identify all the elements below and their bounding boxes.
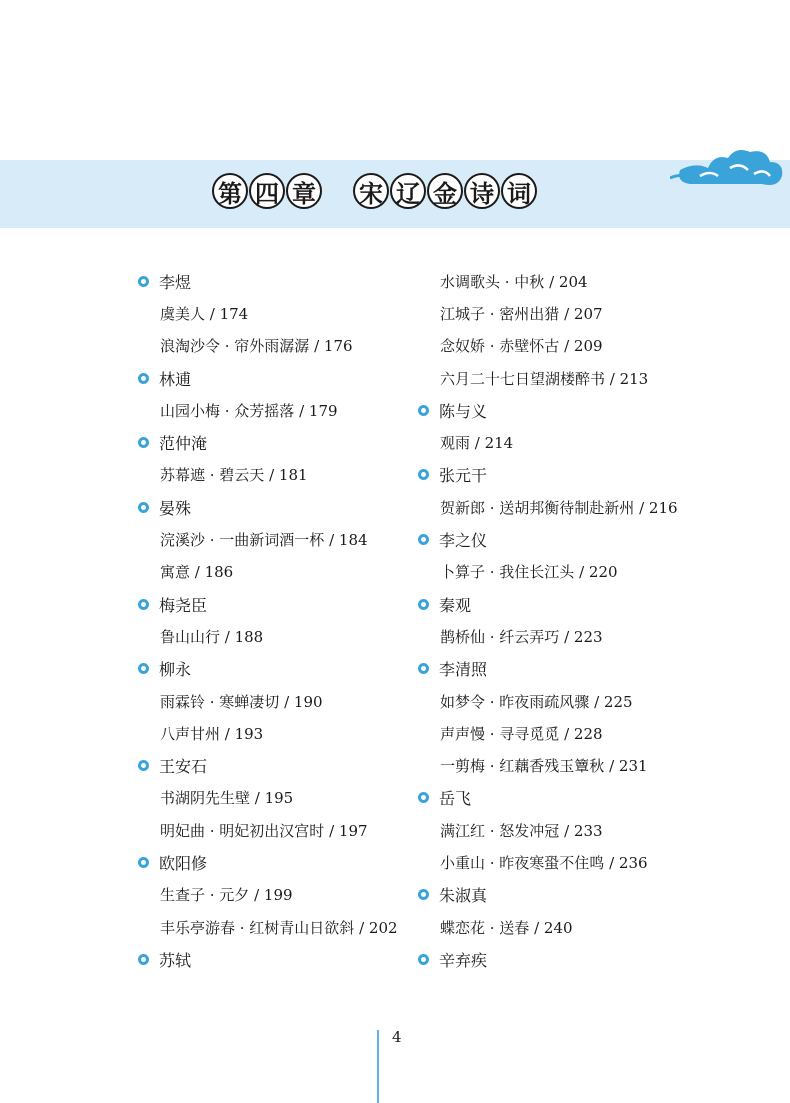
toc-poet-entry[interactable] [418, 588, 758, 620]
poem-title: 一剪梅 · 红藕香残玉簟秋 / 231 [440, 757, 648, 776]
poet-name: 柳永 [159, 660, 192, 680]
poem-title: 满江红 · 怒发冲冠 / 233 [440, 821, 603, 840]
poet-name: 岳飞 [439, 789, 472, 809]
poem-title: 小重山 · 昨夜寒蛩不住鸣 / 236 [440, 853, 648, 872]
toc-poem-entry[interactable] [418, 556, 758, 588]
toc-poem-entry[interactable] [418, 297, 758, 329]
title-char: 辽 [390, 173, 426, 209]
poet-name: 晏殊 [159, 498, 192, 518]
toc-poet-entry[interactable] [418, 943, 758, 975]
poem-title: 寓意 / 186 [160, 563, 234, 582]
poem-title: 丰乐亭游春 · 红树青山日欲斜 / 202 [160, 918, 398, 937]
poem-title: 贺新郎 · 送胡邦衡待制赴新州 / 216 [440, 498, 678, 517]
title-char: 四 [249, 173, 285, 209]
poem-title: 观雨 / 214 [440, 434, 514, 453]
poet-name: 欧阳修 [159, 853, 208, 873]
circle-bullet-icon [138, 502, 149, 513]
toc-poem-entry[interactable] [418, 749, 758, 781]
toc-poem-entry[interactable] [418, 911, 758, 943]
circle-bullet-icon [418, 954, 429, 965]
poem-title: 浣溪沙 · 一曲新词酒一杯 / 184 [160, 531, 368, 550]
circle-bullet-icon [138, 954, 149, 965]
circle-bullet-icon [138, 599, 149, 610]
circle-bullet-icon [418, 534, 429, 545]
toc-poet-entry[interactable] [418, 523, 758, 555]
title-char: 宋 [353, 173, 389, 209]
toc-poet-entry[interactable] [418, 459, 758, 491]
chapter-title [212, 173, 538, 209]
poem-title: 八声甘州 / 193 [160, 724, 264, 743]
toc-poem-entry[interactable] [418, 846, 758, 878]
poem-title: 水调歌头 · 中秋 / 204 [440, 272, 588, 291]
toc-poem-entry[interactable] [418, 426, 758, 458]
circle-bullet-icon [418, 792, 429, 803]
poet-name: 陈与义 [439, 401, 488, 421]
title-char: 词 [501, 173, 537, 209]
toc-right-column [418, 265, 758, 976]
poem-title: 书湖阴先生壁 / 195 [160, 789, 294, 808]
circle-bullet-icon [138, 760, 149, 771]
title-char: 金 [427, 173, 463, 209]
poet-name: 李之仪 [439, 531, 488, 551]
poem-title: 苏幕遮 · 碧云天 / 181 [160, 466, 308, 485]
poem-title: 江城子 · 密州出猎 / 207 [440, 304, 603, 323]
title-char: 章 [286, 173, 322, 209]
poem-title: 如梦令 · 昨夜雨疏风骤 / 225 [440, 692, 633, 711]
toc-poem-entry[interactable] [418, 620, 758, 652]
poet-name: 辛弃疾 [439, 950, 488, 970]
poem-title: 虞美人 / 174 [160, 304, 249, 323]
poem-title: 卜算子 · 我住长江头 / 220 [440, 563, 618, 582]
poem-title: 生查子 · 元夕 / 199 [160, 886, 293, 905]
poet-name: 范仲淹 [159, 434, 208, 454]
circle-bullet-icon [418, 469, 429, 480]
circle-bullet-icon [418, 889, 429, 900]
toc-poet-entry[interactable] [418, 782, 758, 814]
toc-poem-entry[interactable] [418, 362, 758, 394]
toc-poem-entry[interactable] [418, 717, 758, 749]
poet-name: 李清照 [439, 660, 488, 680]
circle-bullet-icon [418, 405, 429, 416]
poem-title: 蝶恋花 · 送春 / 240 [440, 918, 573, 937]
toc-poet-entry[interactable] [418, 394, 758, 426]
circle-bullet-icon [418, 599, 429, 610]
circle-bullet-icon [138, 857, 149, 868]
poem-title: 明妃曲 · 明妃初出汉宫时 / 197 [160, 821, 368, 840]
poem-title: 山园小梅 · 众芳摇落 / 179 [160, 401, 338, 420]
toc-poem-entry[interactable] [418, 491, 758, 523]
poem-title: 浪淘沙令 · 帘外雨潺潺 / 176 [160, 337, 353, 356]
toc-poet-entry[interactable] [418, 653, 758, 685]
poet-name: 李煜 [159, 272, 192, 292]
toc-poem-entry[interactable] [418, 685, 758, 717]
circle-bullet-icon [418, 663, 429, 674]
page-number: 4 [392, 1028, 402, 1046]
toc-poem-entry[interactable] [418, 814, 758, 846]
cloud-icon [670, 132, 790, 192]
poet-name: 秦观 [439, 595, 472, 615]
poem-title: 声声慢 · 寻寻觅觅 / 228 [440, 724, 603, 743]
poet-name: 张元干 [439, 466, 488, 486]
toc-poem-entry[interactable] [418, 330, 758, 362]
poem-title: 雨霖铃 · 寒蝉凄切 / 190 [160, 692, 323, 711]
toc-poet-entry[interactable] [418, 879, 758, 911]
poem-title: 鹊桥仙 · 纤云弄巧 / 223 [440, 627, 603, 646]
poet-name: 林逋 [159, 369, 192, 389]
circle-bullet-icon [138, 437, 149, 448]
circle-bullet-icon [138, 373, 149, 384]
poem-title: 六月二十七日望湖楼醉书 / 213 [440, 369, 649, 388]
poem-title: 念奴娇 · 赤壁怀古 / 209 [440, 337, 603, 356]
circle-bullet-icon [138, 663, 149, 674]
poem-title: 鲁山山行 / 188 [160, 627, 264, 646]
circle-bullet-icon [138, 276, 149, 287]
title-char: 第 [212, 173, 248, 209]
title-char: 诗 [464, 173, 500, 209]
poet-name: 朱淑真 [439, 886, 488, 906]
poet-name: 梅尧臣 [159, 595, 208, 615]
toc-poem-entry[interactable] [418, 265, 758, 297]
poet-name: 王安石 [159, 757, 208, 777]
footer-divider [377, 1030, 379, 1103]
poet-name: 苏轼 [159, 950, 192, 970]
